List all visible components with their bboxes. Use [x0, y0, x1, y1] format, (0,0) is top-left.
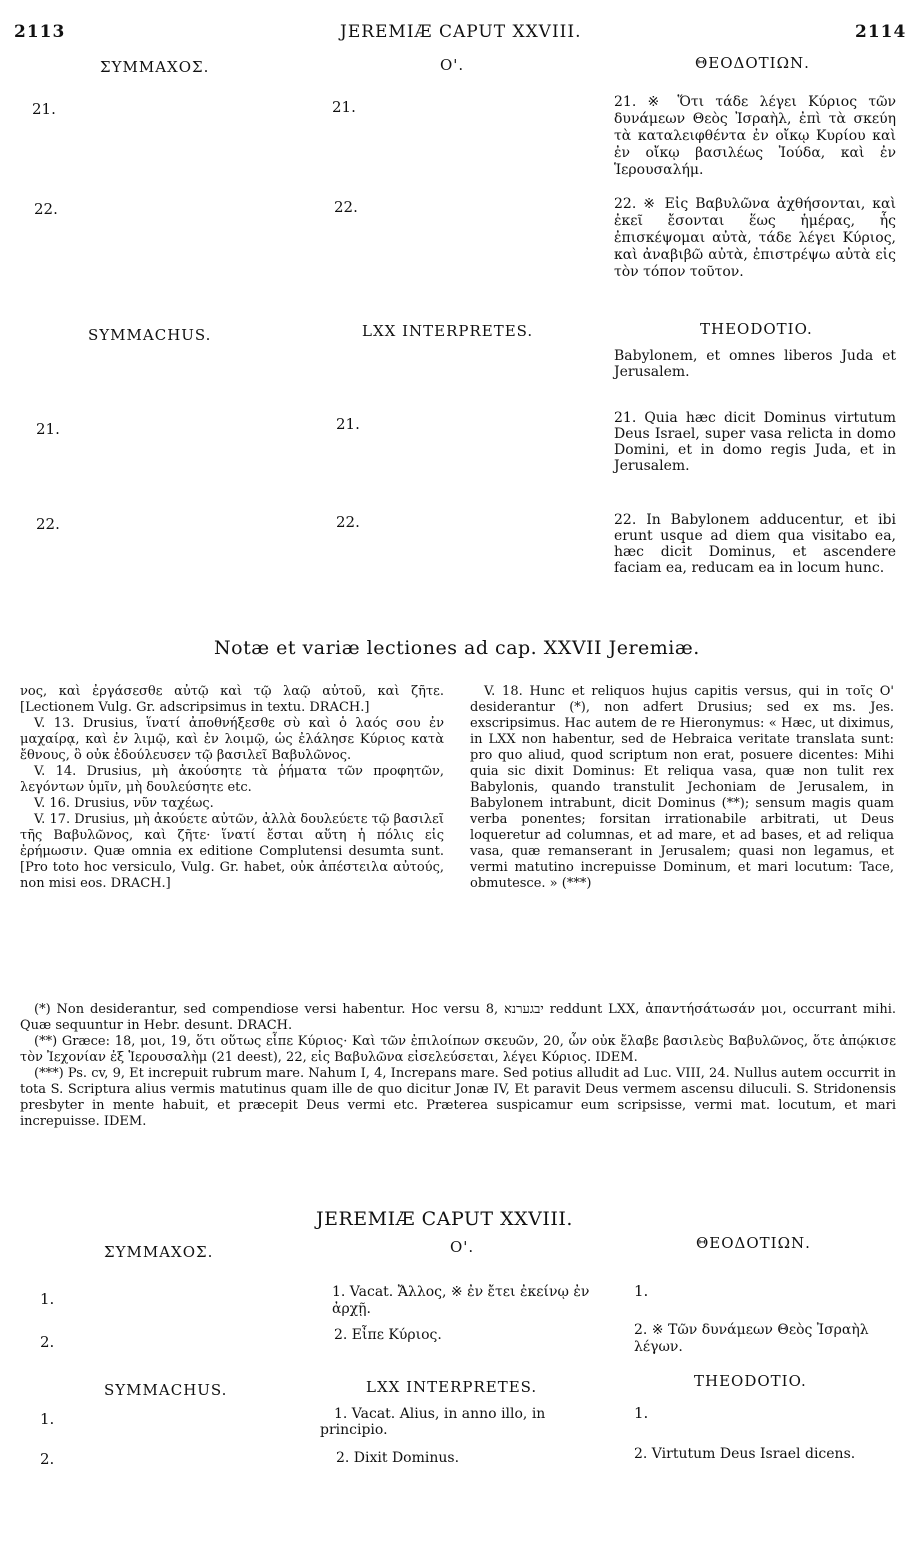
ch28-latin-lxx-2: 2. Dixit Dominus.: [336, 1450, 460, 1466]
note-left-1: V. 13. Drusius, ἵνατί ἀποθνήξεσθε σὺ καὶ ὁ λαός σου ἐν μαχαίρᾳ, καὶ ἐν λιμῷ, καὶ ἐν λοιμῷ, ὡς ἐλάλησε Κύριος κατὰ ἔθνους, ὃ οὐκ ἐδούλευσεν τῷ βασιλεῖ Βαβυλῶνος.: [20, 716, 444, 763]
col-head-theodotion-latin: THEODOTIO.: [700, 320, 813, 338]
running-title: JEREMIÆ CAPUT XXVIII.: [340, 22, 582, 42]
note-left-4: V. 17. Drusius, μὴ ἀκούετε αὐτῶν, ἀλλὰ δουλεύετε τῷ βασιλεῖ τῆς Βαβυλῶνος, καὶ ζῆτε· ἵνατί ἔσται αὕτη ἡ πόλις εἰς ἐρήμωσιν. Quæ omnia ex editione Complutensi desumta sunt. [Pro toto hoc versiculo, Vulg. Gr. habet, οὐκ ἀπέστειλα αὐτούς, non misi eos. DRACH.]: [20, 812, 444, 891]
greek-sym-21: 21.: [32, 100, 56, 118]
notes-right-column: [470, 684, 894, 892]
ch28-latin-sym-1: 1.: [40, 1410, 55, 1428]
latin-theo-22: 22. In Babylonem adducentur, et ibi erunt usque ad diem qua visitabo ea, hæc dicit Dominus, et ascendere faciam ea, reducam ea in locum hunc.: [614, 512, 896, 576]
greek-lxx-22: 22.: [334, 198, 358, 216]
note-left-2: V. 14. Drusius, μὴ ἀκούσητε τὰ ῥήματα τῶν προφητῶν, λεγόντων ὑμῖν, μὴ δουλεύσητε etc.: [20, 764, 444, 795]
ch28-latin-theo-2: 2. Virtutum Deus Israel dicens.: [634, 1446, 856, 1462]
latin-sym-21: 21.: [36, 420, 60, 438]
footnote-2: (**) Græce: 18, μοι, 19, ὅτι οὕτως εἶπε Κύριος· Καὶ τῶν ἐπιλοίπων σκευῶν, 20, ὧν οὐκ ἔλαβε βασιλεὺς Βαβυλῶνος, ὅτε ἀπῴκισε τὸν Ἰεχονίαν ἐξ Ἱερουσαλὴμ (21 deest), 22, εἰς Βαβυλῶνα εἰσελεύσεται, λέγει Κύριος. IDEM.: [20, 1034, 896, 1065]
ch28-greek-theo-1: 1.: [634, 1282, 649, 1300]
greek-theo-22: 22. ※ Εἰς Βαβυλῶνα ἀχθήσονται, καὶ ἐκεῖ ἔσονται ἕως ἡμέρας, ἧς ἐπισκέψομαι αὐτὰ, τάδε λέγει Κύριος, καὶ ἀναβιβῶ αὐτὰ, ἐπιστρέψω αὐτὰ εἰς τὸν τόπον τοῦτον.: [614, 196, 896, 280]
ch28-latin-lxx-1: 1. Vacat. Alius, in anno illo, in principio.: [320, 1406, 546, 1438]
footnote-3: (***) Ps. cv, 9, Et increpuit rubrum mare. Nahum I, 4, Increpans mare. Sed potius alludit ad Luc. VIII, 24. Nullus autem occurrit in tota S. Scriptura alius vermis matutinus quam ille de quo dicitur Jonæ IV, Et paravit Deus vermem ascensu diluculi. S. Stridonensis presbyter in mente habuit, et præcepit Deus vermi etc. Præterea suspicamur eum scripsisse, vermi mat. locutum, et mari increpuisse. IDEM.: [20, 1066, 896, 1129]
ch28-greek-theo-2: 2. ※ Τῶν δυνάμεων Θεὸς Ἰσραὴλ λέγων.: [634, 1322, 869, 1355]
col-head-symmachus-greek: ΣΥΜΜΑΧΟΣ.: [100, 58, 210, 76]
page-number-left: 2113: [14, 22, 66, 42]
ch28-latin-sym-2: 2.: [40, 1450, 55, 1468]
ch28-greek-sym-2: 2.: [40, 1333, 55, 1351]
footnotes: [20, 1002, 896, 1130]
ch28-greek-sym-1: 1.: [40, 1290, 55, 1308]
page-number-right: 2114: [855, 22, 907, 42]
notes-title: Notæ et variæ lectiones ad cap. XXVII Jeremiæ.: [214, 637, 700, 659]
note-left-3: V. 16. Drusius, νῦν ταχέως.: [34, 796, 214, 811]
latin-lxx-21: 21.: [336, 415, 360, 433]
ch28-col-head-theodotion-latin: THEODOTIO.: [694, 1372, 807, 1390]
greek-theo-21: 21. ※ Ὅτι τάδε λέγει Κύριος τῶν δυνάμεων Θεὸς Ἰσραὴλ, ἐπὶ τὰ σκεύη τὰ καταλειφθέντα ἐν οἴκῳ Κυρίου καὶ ἐν οἴκῳ βασιλέως Ἰούδα, καὶ ἐν Ἱερουσαλήμ.: [614, 94, 896, 178]
notes-left-column: [20, 684, 444, 892]
note-right-0: V. 18. Hunc et reliquos hujus capitis versus, qui in τοῖς Ο' desiderantur (*), non adfert Drusius; sed ex ms. Jes. exscripsimus. Hac autem de re Hieronymus: « Hæc, ut diximus, in LXX non habentur, sed de Hebraica veritate translata sunt: pro quo aliud, quod scriptum non erat, posuere dicentes: Mihi quia sic dixit Dominus: Et reliqua vasa, quæ non tulit rex Babylonis, quando transtulit Jechoniam de Jerusalem, in Babylonem intrabunt, dicit Dominus (**); sensum magis quam verba ponentes; forsitan irrationabile arbitrati, ut Deus loqueretur ad columnas, et ad mare, et ad bases, et ad reliqua vasa, quæ remanserant in Jerusalem; quasi non legamus, et vermi matutino increpuisse Dominum, et mari locutum: Tace, obmutesce. » (***): [470, 684, 894, 891]
ch28-greek-lxx-1: 1. Vacat. Ἄλλος, ※ ἐν ἔτει ἐκείνῳ ἐν ἀρχῇ.: [332, 1284, 590, 1317]
ch28-greek-lxx-2: 2. Εἶπε Κύριος.: [334, 1327, 442, 1343]
ch28-col-head-theodotion-greek: ΘΕΟΔΟΤΙΩΝ.: [696, 1234, 811, 1252]
greek-lxx-21: 21.: [332, 98, 356, 116]
col-head-theodotion-greek: ΘΕΟΔΟΤΙΩΝ.: [695, 54, 810, 72]
ch28-col-head-lxx-latin: LXX INTERPRETES.: [366, 1378, 538, 1396]
latin-sym-22: 22.: [36, 515, 60, 533]
greek-sym-22: 22.: [34, 200, 58, 218]
col-head-lxx-latin: LXX INTERPRETES.: [362, 322, 534, 340]
ch28-col-head-symmachus-latin: SYMMACHUS.: [104, 1381, 228, 1399]
note-left-0: νος, καὶ ἐργάσεσθε αὐτῷ καὶ τῷ λαῷ αὐτοῦ, καὶ ζῆτε. [Lectionem Vulg. Gr. adscripsimus in textu. DRACH.]: [20, 684, 444, 715]
col-head-lxx-greek: Ο'.: [440, 56, 465, 74]
col-head-symmachus-latin: SYMMACHUS.: [88, 326, 212, 344]
footnote-1: (*) Non desiderantur, sed compendiose versi habentur. Hoc versu 8, יבגערנא reddunt LXX, ἀπαντήσάτωσάν μοι, occurrant mihi. Quæ sequuntur in Hebr. desunt. DRACH.: [20, 1002, 897, 1033]
ch28-col-head-symmachus-greek: ΣΥΜΜΑΧΟΣ.: [104, 1243, 214, 1261]
chapter28-title: JEREMIÆ CAPUT XXVIII.: [316, 1208, 573, 1230]
latin-theo-intro: Babylonem, et omnes liberos Juda et Jerusalem.: [614, 348, 896, 380]
ch28-col-head-lxx-greek: Ο'.: [450, 1238, 475, 1256]
latin-lxx-22: 22.: [336, 513, 360, 531]
latin-theo-21: 21. Quia hæc dicit Dominus virtutum Deus Israel, super vasa relicta in domo Domini, et in domo regis Juda, et in Jerusalem.: [614, 410, 896, 474]
ch28-latin-theo-1: 1.: [634, 1404, 649, 1422]
